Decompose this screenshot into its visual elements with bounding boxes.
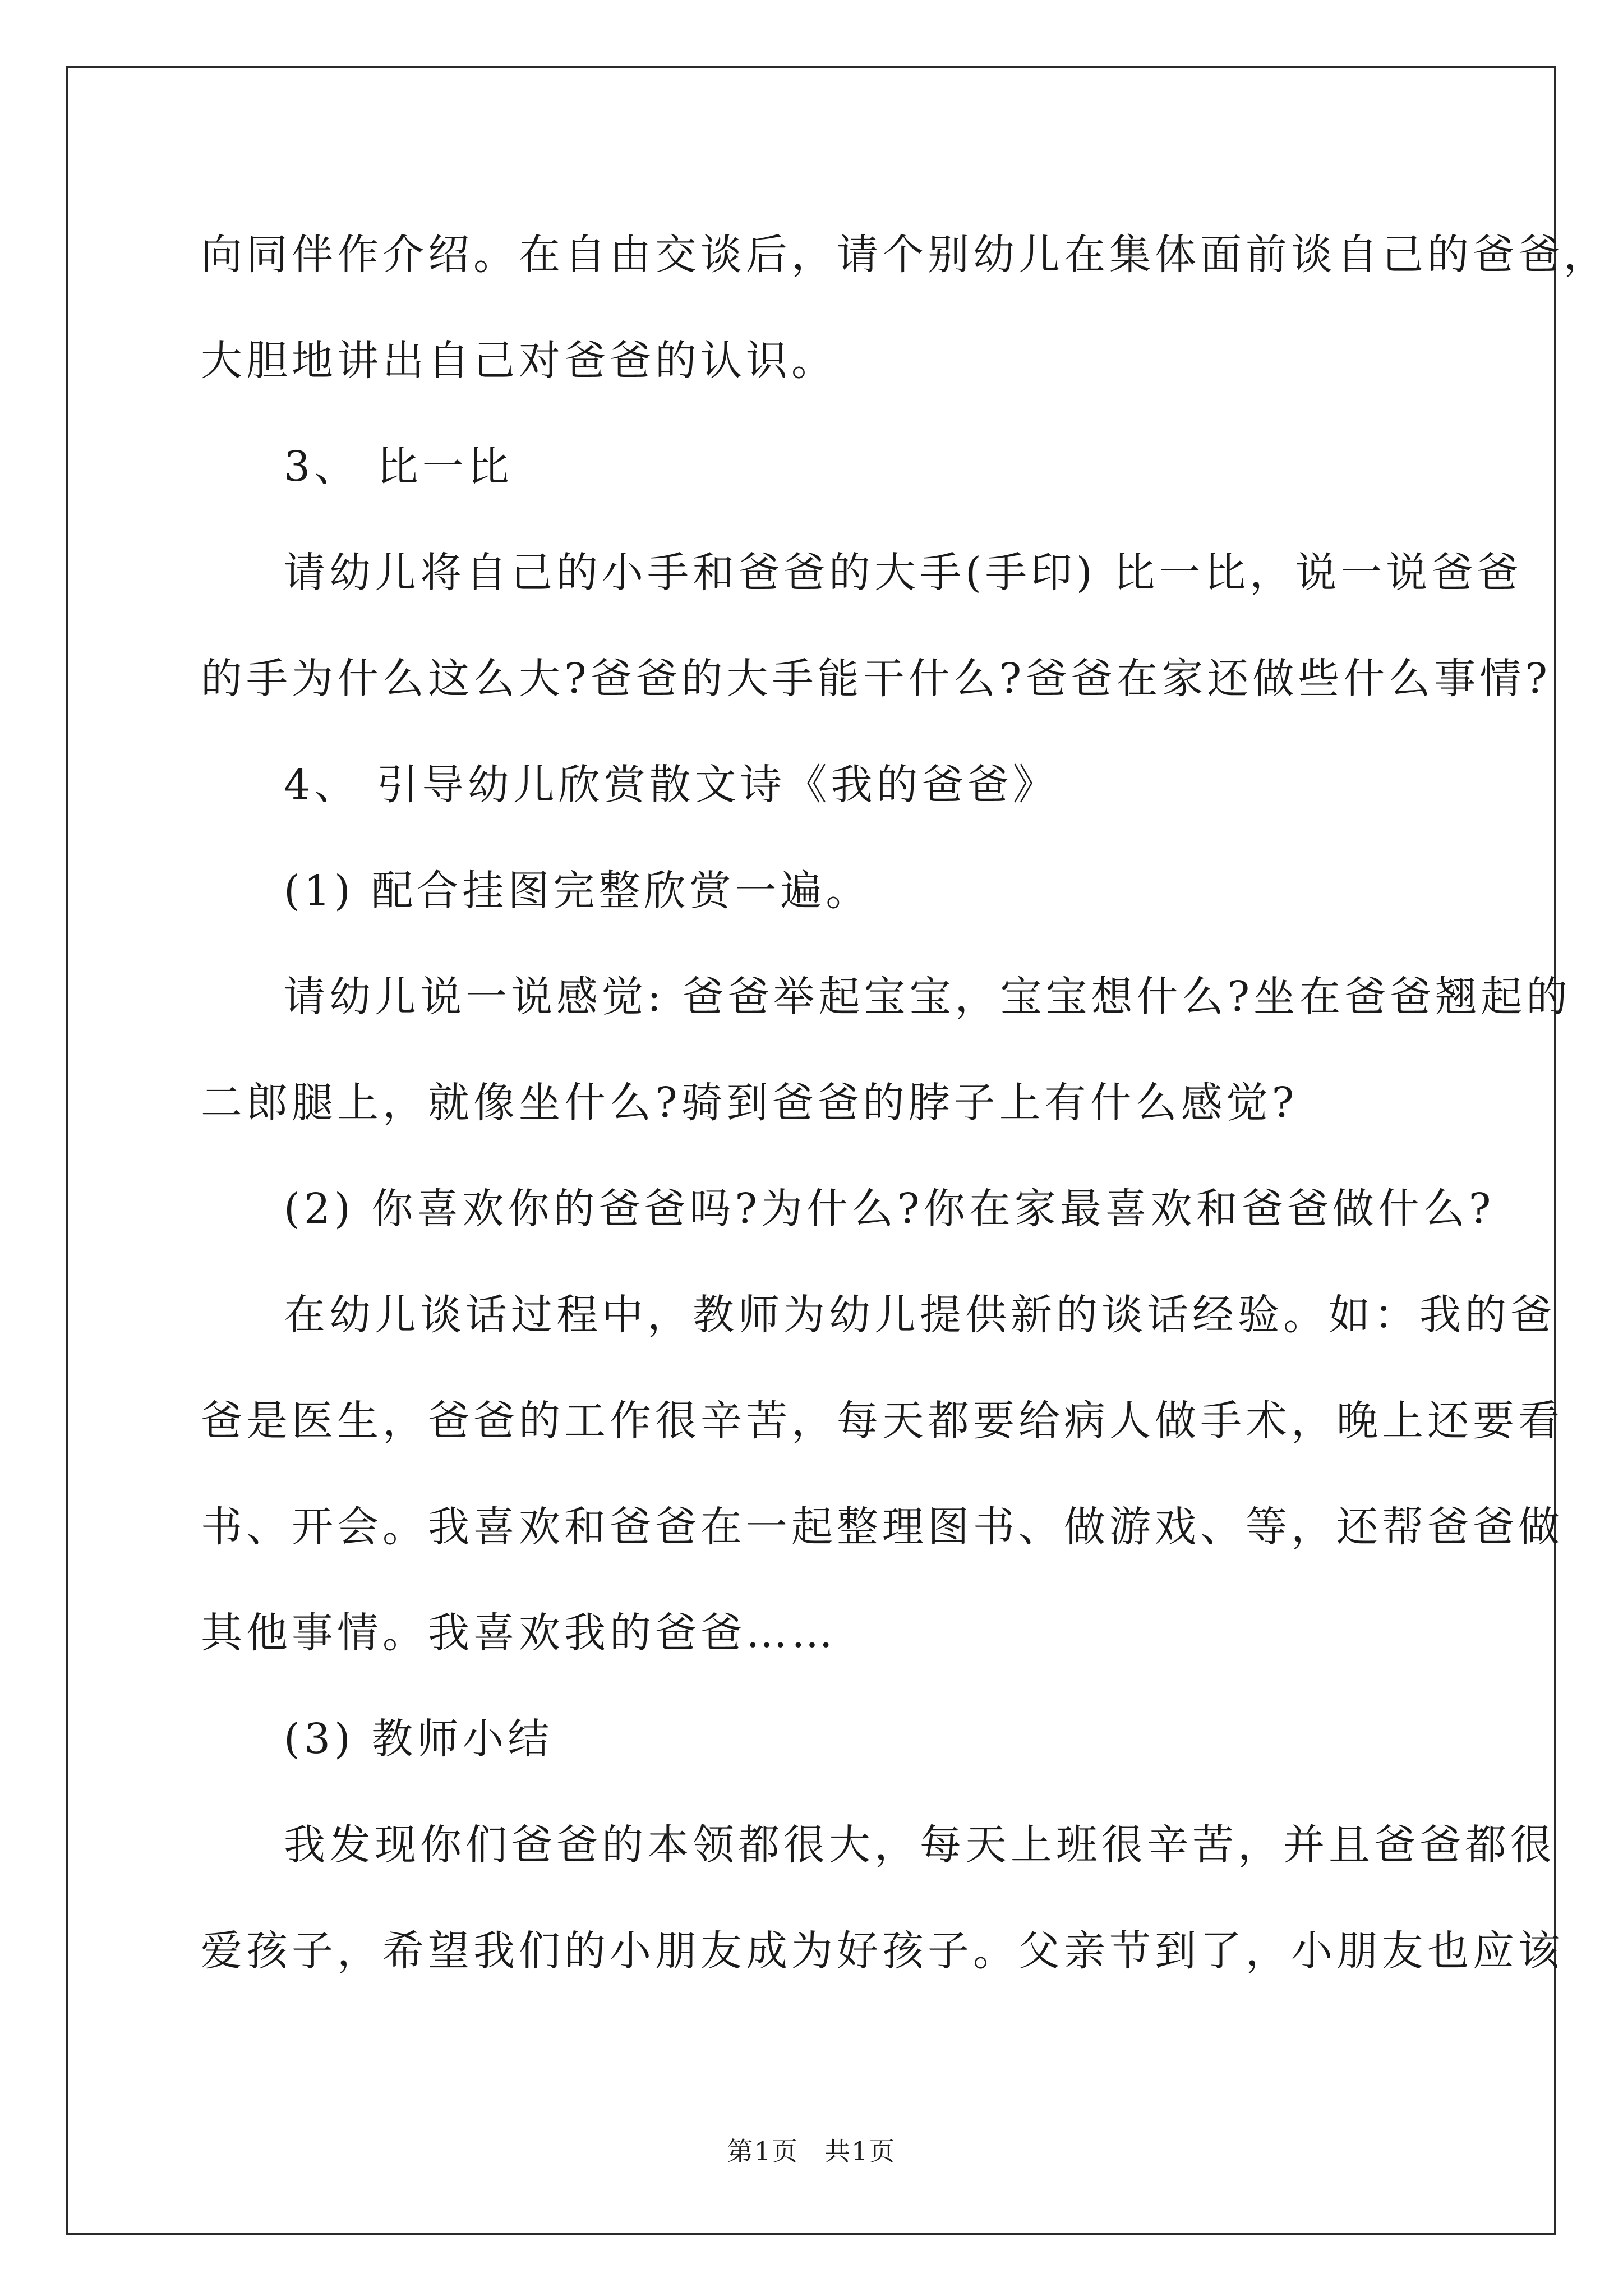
paragraph-line: 爱孩子，希望我们的小朋友成为好孩子。父亲节到了，小朋友也应该 xyxy=(201,1927,1564,1975)
paragraph-line: 在幼儿谈话过程中，教师为幼儿提供新的谈话经验。如：我的爸 xyxy=(284,1291,1556,1339)
paragraph-line: 请幼儿说一说感觉: 爸爸举起宝宝，宝宝想什么?坐在爸爸翘起的 xyxy=(284,973,1572,1021)
subsection-heading: (3) 教师小结 xyxy=(284,1715,554,1763)
section-heading: 3、 比一比 xyxy=(284,443,513,491)
paragraph-line: 大胆地讲出自己对爸爸的认识。 xyxy=(201,337,837,385)
paragraph-line: 二郎腿上，就像坐什么?骑到爸爸的脖子上有什么感觉? xyxy=(201,1079,1298,1127)
section-heading: 4、 引导幼儿欣赏散文诗《我的爸爸》 xyxy=(284,761,1058,809)
paragraph-line: 的手为什么这么大?爸爸的大手能干什么?爸爸在家还做些什么事情? xyxy=(201,655,1552,703)
paragraph-line: 请幼儿将自己的小手和爸爸的大手(手印) 比一比，说一说爸爸 xyxy=(284,549,1523,597)
paragraph-line: 爸是医生，爸爸的工作很辛苦，每天都要给病人做手术，晚上还要看 xyxy=(201,1397,1564,1445)
paragraph-line: 其他事情。我喜欢我的爸爸…… xyxy=(201,1609,837,1657)
page-total: 共1页 xyxy=(824,2136,896,2166)
paragraph-line: 向同伴作介绍。在自由交谈后，请个别幼儿在集体面前谈自己的爸爸， xyxy=(201,231,1609,279)
page-number: 第1页 xyxy=(727,2136,799,2166)
paragraph-line: 书、开会。我喜欢和爸爸在一起整理图书、做游戏、等，还帮爸爸做 xyxy=(201,1503,1564,1551)
subsection-heading: (2) 你喜欢你的爸爸吗?为什么?你在家最喜欢和爸爸做什么? xyxy=(284,1185,1495,1233)
document-body xyxy=(201,202,1609,2004)
paragraph-line: 我发现你们爸爸的本领都很大，每天上班很辛苦，并且爸爸都很 xyxy=(284,1821,1556,1869)
page-footer xyxy=(0,2134,1623,2168)
subsection-heading: (1) 配合挂图完整欣赏一遍。 xyxy=(284,867,872,915)
